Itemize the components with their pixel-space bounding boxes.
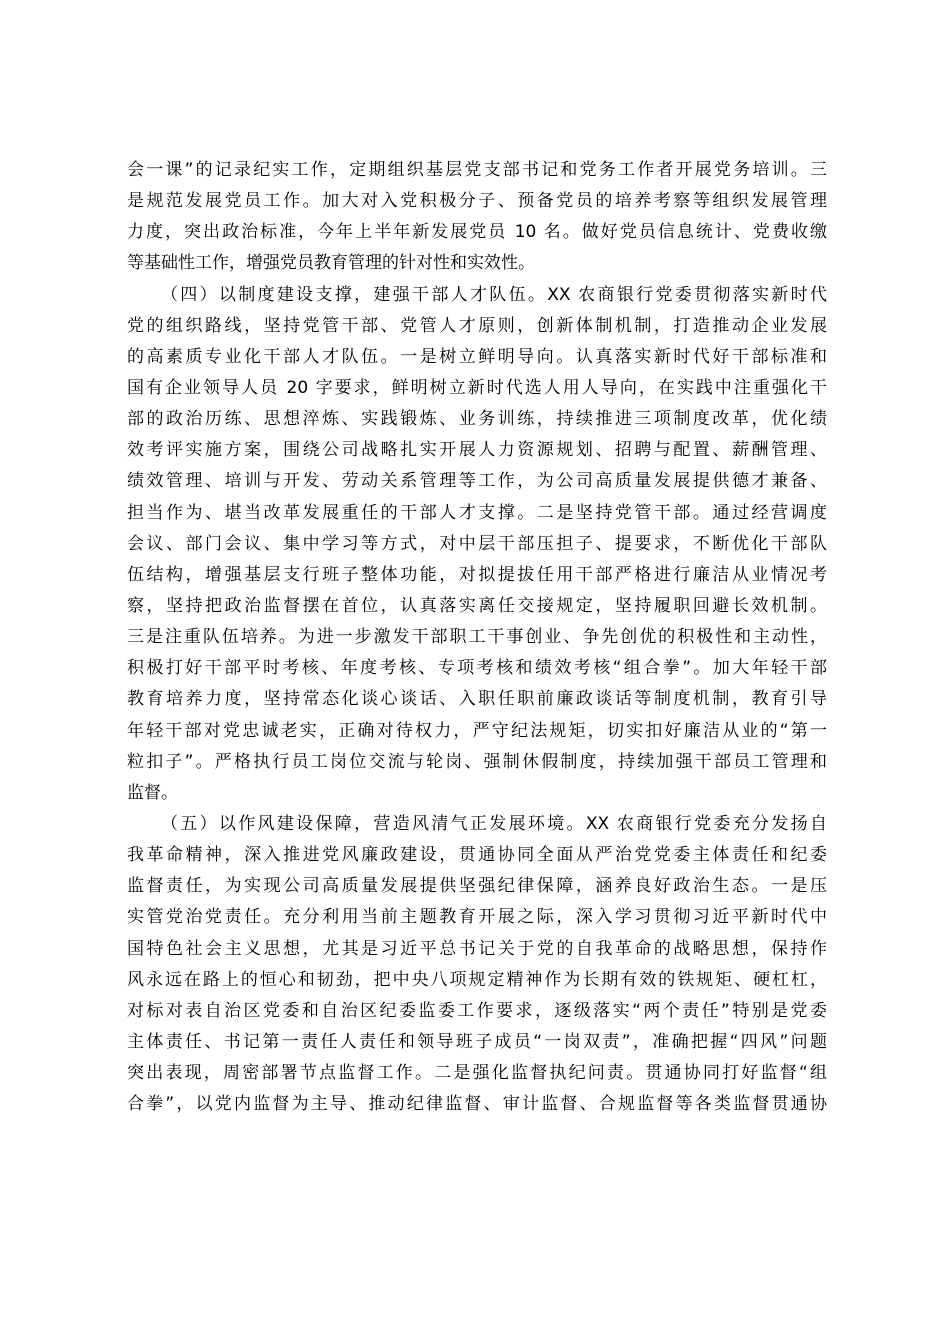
text-line: 伍结构，增强基层支行班子整体功能，对拟提拔任用干部严格进行廉洁从业情况考 <box>127 564 827 585</box>
text-line: 风永远在路上的恒心和韧劲，把中央八项规定精神作为长期有效的铁规矩、硬杠杠， <box>127 969 827 990</box>
text-line: 会一课”的记录纪实工作，定期组织基层党支部书记和党务工作者开展党务培训。三 <box>127 160 827 180</box>
text-line: 等基础性工作，增强党员教育管理的针对性和实效性。 <box>127 253 535 274</box>
text-line: 实管党治党责任。充分利用当前主题教育开展之际，深入学习贯彻习近平新时代中 <box>127 907 827 928</box>
text-line: 合拳”，以党内监督为主导、推动纪律监督、审计监督、合规监督等各类监督贯通协 <box>127 1094 827 1115</box>
text-line: 三是注重队伍培养。为进一步激发干部职工干事创业、争先创优的积极性和主动性， <box>127 627 827 648</box>
text-line: 的高素质专业化干部人才队伍。一是树立鲜明导向。认真落实新时代好干部标准和 <box>127 346 827 367</box>
text-line: 效考评实施方案，围绕公司战略扎实开展人力资源规划、招聘与配置、薪酬管理、 <box>127 440 827 461</box>
body-text <box>127 155 827 1120</box>
text-line: 年轻干部对党忠诚老实，正确对待权力，严守纪法规矩，切实扣好廉洁从业的“第一 <box>127 720 827 741</box>
section-heading-line: （五）以作风建设保障，营造风清气正发展环境。XX 农商银行党委充分发扬自 <box>161 813 827 834</box>
text-line: 党的组织路线，坚持党管干部、党管人才原则，创新体制机制，打造推动企业发展 <box>127 315 827 336</box>
section-heading-line: （四）以制度建设支撑，建强干部人才队伍。XX 农商银行党委贯彻落实新时代 <box>161 284 827 305</box>
text-line: 力度，突出政治标准，今年上半年新发展党员 10 名。做好党员信息统计、党费收缴 <box>127 222 827 243</box>
text-line: 对标对表自治区党委和自治区纪委监委工作要求，逐级落实“两个责任”特别是党委 <box>127 1000 827 1021</box>
text-line: 我革命精神，深入推进党风廉政建设，贯通协同全面从严治党党委主体责任和纪委 <box>127 845 827 866</box>
text-line: 担当作为、堪当改革发展重任的干部人才支撑。二是坚持党管干部。通过经营调度 <box>127 502 827 523</box>
text-line: 部的政治历练、思想淬炼、实践锻炼、业务训练，持续推进三项制度改革，优化绩 <box>127 409 827 430</box>
text-line: 是规范发展党员工作。加大对入党积极分子、预备党员的培养考察等组织发展管理 <box>127 191 827 212</box>
text-line: 积极打好干部平时考核、年度考核、专项考核和绩效考核“组合拳”。加大年轻干部 <box>127 658 827 679</box>
text-line: 监督责任，为实现公司高质量发展提供坚强纪律保障，涵养良好政治生态。一是压 <box>127 876 827 897</box>
text-line: 粒扣子”。严格执行员工岗位交流与轮岗、强制休假制度，持续加强干部员工管理和 <box>127 751 827 772</box>
text-line: 主体责任、书记第一责任人责任和领导班子成员“一岗双责”，准确把握“四风”问题 <box>127 1031 827 1052</box>
text-line: 国有企业领导人员 20 字要求，鲜明树立新时代选人用人导向，在实践中注重强化干 <box>127 377 827 398</box>
text-line: 教育培养力度，坚持常态化谈心谈话、入职任职前廉政谈话等制度机制，教育引导 <box>127 689 827 710</box>
text-line: 国特色社会主义思想，尤其是习近平总书记关于党的自我革命的战略思想，保持作 <box>127 938 827 959</box>
text-line: 察，坚持把政治监督摆在首位，认真落实离任交接规定，坚持履职回避长效机制。 <box>127 595 827 616</box>
text-line: 突出表现，周密部署节点监督工作。二是强化监督执纪问责。贯通协同打好监督“组 <box>127 1063 827 1084</box>
text-line: 会议、部门会议、集中学习等方式，对中层干部压担子、提要求，不断优化干部队 <box>127 533 827 554</box>
text-line: 绩效管理、培训与开发、劳动关系管理等工作，为公司高质量发展提供德才兼备、 <box>127 471 827 492</box>
text-line: 监督。 <box>127 782 178 803</box>
